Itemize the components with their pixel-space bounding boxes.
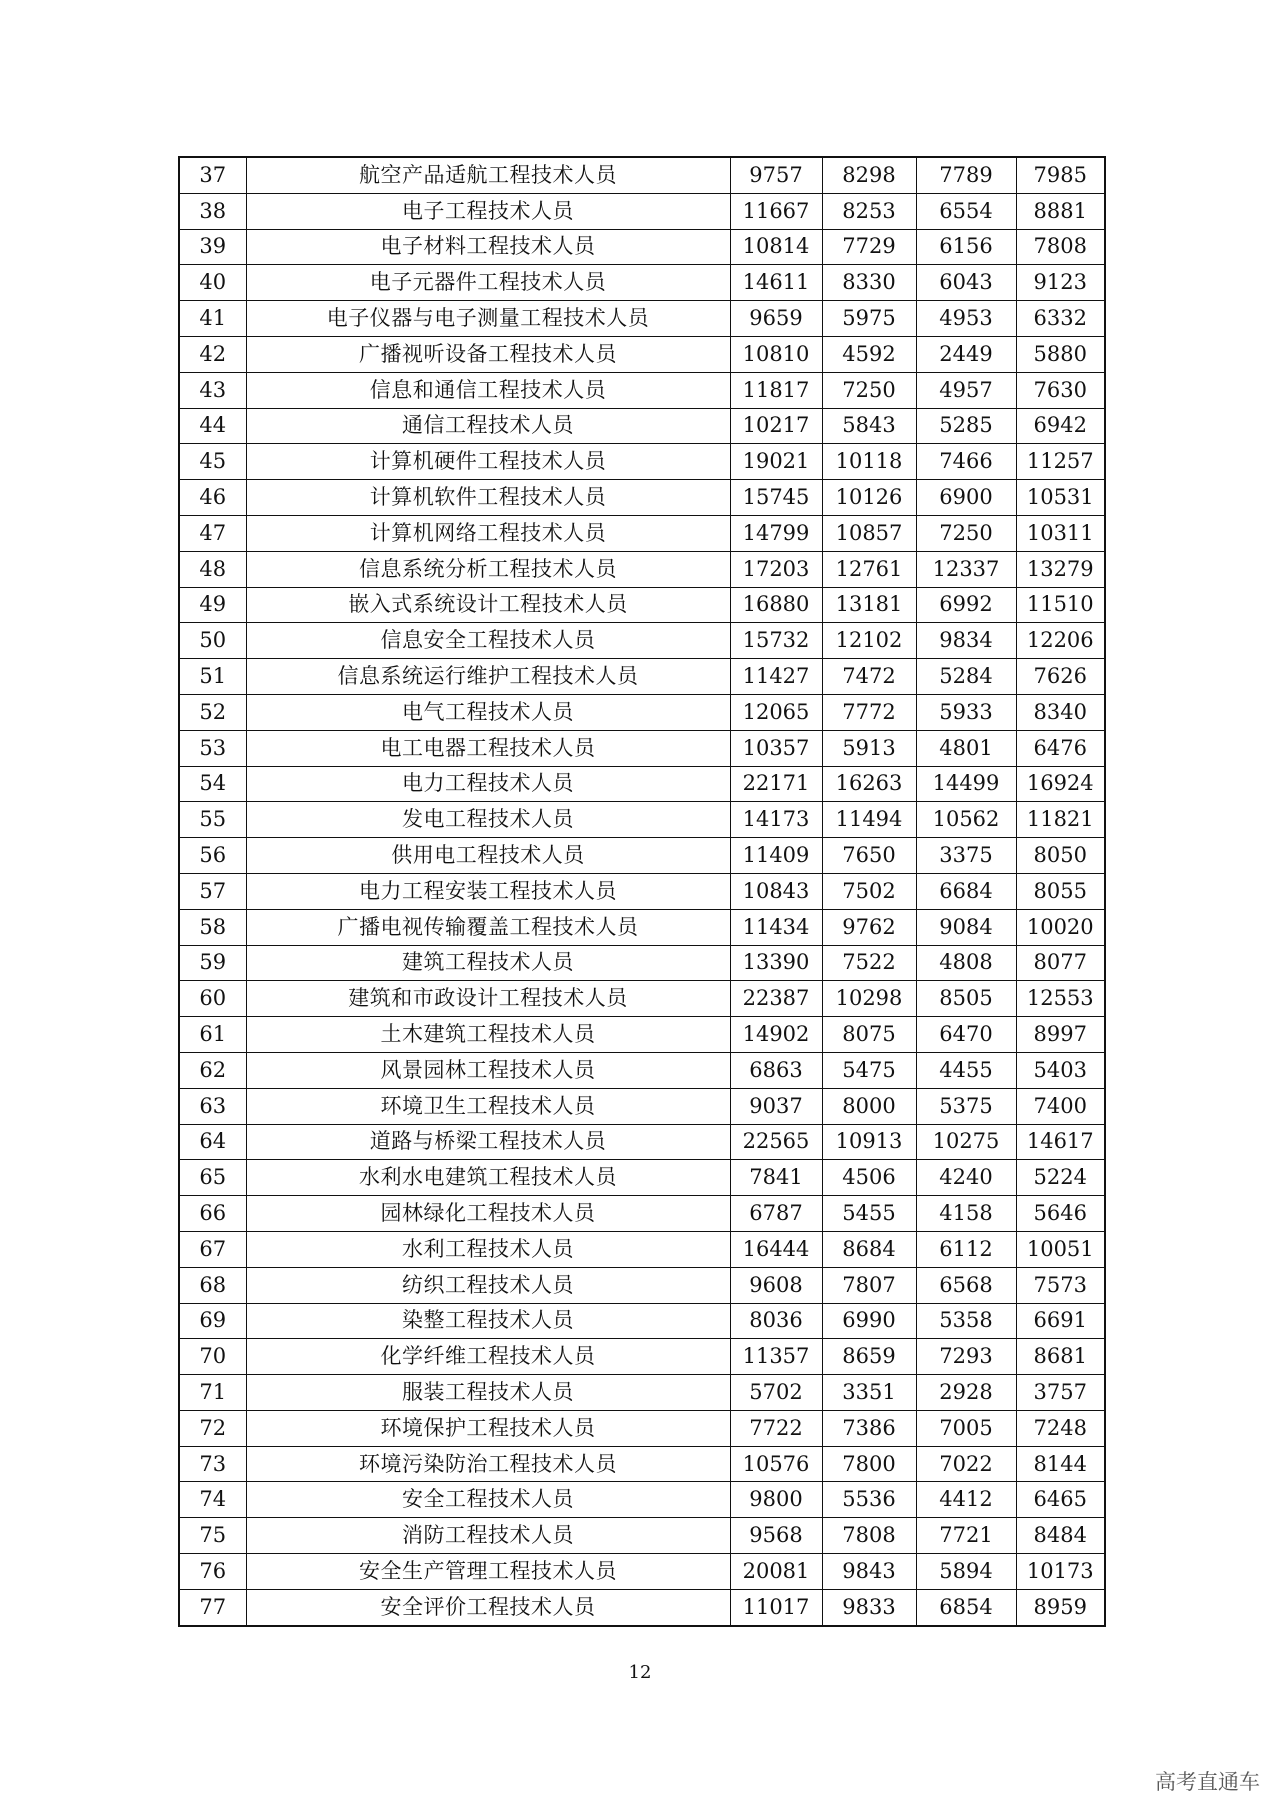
value-cell-1: 19021 xyxy=(730,444,822,480)
occupation-name-cell: 道路与桥梁工程技术人员 xyxy=(246,1124,730,1160)
value-cell-2: 7650 xyxy=(822,838,916,874)
value-cell-1: 14902 xyxy=(730,1017,822,1053)
occupation-name-cell: 信息系统运行维护工程技术人员 xyxy=(246,659,730,695)
value-cell-3: 4158 xyxy=(916,1196,1016,1232)
table-row xyxy=(179,1124,1105,1160)
occupation-name-cell: 嵌入式系统设计工程技术人员 xyxy=(246,587,730,623)
table-row xyxy=(179,1052,1105,1088)
value-cell-1: 10217 xyxy=(730,408,822,444)
value-cell-4: 8959 xyxy=(1016,1589,1105,1625)
value-cell-4: 6691 xyxy=(1016,1303,1105,1339)
table-row xyxy=(179,1375,1105,1411)
value-cell-4: 8055 xyxy=(1016,873,1105,909)
value-cell-3: 4957 xyxy=(916,372,1016,408)
value-cell-2: 10857 xyxy=(822,515,916,551)
value-cell-2: 8330 xyxy=(822,265,916,301)
value-cell-2: 5843 xyxy=(822,408,916,444)
occupation-name-cell: 电子工程技术人员 xyxy=(246,193,730,229)
value-cell-1: 8036 xyxy=(730,1303,822,1339)
table-row xyxy=(179,480,1105,516)
value-cell-1: 22565 xyxy=(730,1124,822,1160)
table-row xyxy=(179,372,1105,408)
row-number-cell: 65 xyxy=(179,1160,246,1196)
row-number-cell: 53 xyxy=(179,730,246,766)
value-cell-2: 7807 xyxy=(822,1267,916,1303)
value-cell-1: 6787 xyxy=(730,1196,822,1232)
occupation-name-cell: 化学纤维工程技术人员 xyxy=(246,1339,730,1375)
value-cell-2: 4506 xyxy=(822,1160,916,1196)
value-cell-2: 8298 xyxy=(822,157,916,193)
value-cell-3: 7250 xyxy=(916,515,1016,551)
value-cell-3: 4808 xyxy=(916,945,1016,981)
value-cell-3: 9084 xyxy=(916,909,1016,945)
value-cell-1: 10576 xyxy=(730,1446,822,1482)
value-cell-4: 9123 xyxy=(1016,265,1105,301)
value-cell-3: 5933 xyxy=(916,694,1016,730)
row-number-cell: 39 xyxy=(179,229,246,265)
occupation-name-cell: 信息安全工程技术人员 xyxy=(246,623,730,659)
watermark: 高考直通车 xyxy=(1155,1770,1260,1794)
value-cell-4: 5224 xyxy=(1016,1160,1105,1196)
row-number-cell: 43 xyxy=(179,372,246,408)
row-number-cell: 60 xyxy=(179,981,246,1017)
row-number-cell: 57 xyxy=(179,873,246,909)
row-number-cell: 49 xyxy=(179,587,246,623)
occupation-name-cell: 电力工程技术人员 xyxy=(246,766,730,802)
value-cell-4: 8997 xyxy=(1016,1017,1105,1053)
table-row xyxy=(179,659,1105,695)
row-number-cell: 44 xyxy=(179,408,246,444)
value-cell-1: 14611 xyxy=(730,265,822,301)
value-cell-2: 8684 xyxy=(822,1231,916,1267)
value-cell-3: 7005 xyxy=(916,1410,1016,1446)
value-cell-2: 10913 xyxy=(822,1124,916,1160)
value-cell-3: 12337 xyxy=(916,551,1016,587)
value-cell-1: 11434 xyxy=(730,909,822,945)
value-cell-1: 9659 xyxy=(730,301,822,337)
table-row xyxy=(179,1518,1105,1554)
value-cell-1: 15745 xyxy=(730,480,822,516)
value-cell-4: 11821 xyxy=(1016,802,1105,838)
row-number-cell: 56 xyxy=(179,838,246,874)
value-cell-2: 8253 xyxy=(822,193,916,229)
value-cell-4: 8144 xyxy=(1016,1446,1105,1482)
row-number-cell: 70 xyxy=(179,1339,246,1375)
value-cell-2: 7772 xyxy=(822,694,916,730)
row-number-cell: 50 xyxy=(179,623,246,659)
value-cell-4: 10531 xyxy=(1016,480,1105,516)
occupation-name-cell: 广播电视传输覆盖工程技术人员 xyxy=(246,909,730,945)
value-cell-1: 14173 xyxy=(730,802,822,838)
value-cell-1: 15732 xyxy=(730,623,822,659)
value-cell-3: 5284 xyxy=(916,659,1016,695)
value-cell-3: 4412 xyxy=(916,1482,1016,1518)
value-cell-2: 7522 xyxy=(822,945,916,981)
value-cell-1: 14799 xyxy=(730,515,822,551)
value-cell-4: 7626 xyxy=(1016,659,1105,695)
occupation-name-cell: 电子材料工程技术人员 xyxy=(246,229,730,265)
value-cell-3: 5894 xyxy=(916,1554,1016,1590)
table-row xyxy=(179,1589,1105,1625)
value-cell-3: 4801 xyxy=(916,730,1016,766)
value-cell-2: 7808 xyxy=(822,1518,916,1554)
value-cell-2: 11494 xyxy=(822,802,916,838)
value-cell-3: 3375 xyxy=(916,838,1016,874)
row-number-cell: 61 xyxy=(179,1017,246,1053)
row-number-cell: 48 xyxy=(179,551,246,587)
value-cell-4: 6942 xyxy=(1016,408,1105,444)
table-row xyxy=(179,444,1105,480)
table-row xyxy=(179,1482,1105,1518)
value-cell-4: 8681 xyxy=(1016,1339,1105,1375)
value-cell-3: 7293 xyxy=(916,1339,1016,1375)
value-cell-1: 5702 xyxy=(730,1375,822,1411)
value-cell-3: 6900 xyxy=(916,480,1016,516)
row-number-cell: 55 xyxy=(179,802,246,838)
value-cell-4: 12553 xyxy=(1016,981,1105,1017)
occupation-name-cell: 纺织工程技术人员 xyxy=(246,1267,730,1303)
value-cell-3: 6568 xyxy=(916,1267,1016,1303)
occupation-name-cell: 安全工程技术人员 xyxy=(246,1482,730,1518)
value-cell-1: 9037 xyxy=(730,1088,822,1124)
value-cell-2: 16263 xyxy=(822,766,916,802)
value-cell-3: 14499 xyxy=(916,766,1016,802)
row-number-cell: 37 xyxy=(179,157,246,193)
value-cell-1: 6863 xyxy=(730,1052,822,1088)
occupation-name-cell: 水利水电建筑工程技术人员 xyxy=(246,1160,730,1196)
value-cell-1: 10810 xyxy=(730,336,822,372)
value-cell-2: 12102 xyxy=(822,623,916,659)
occupation-name-cell: 广播视听设备工程技术人员 xyxy=(246,336,730,372)
salary-table xyxy=(178,156,1106,1627)
occupation-name-cell: 环境卫生工程技术人员 xyxy=(246,1088,730,1124)
value-cell-4: 6476 xyxy=(1016,730,1105,766)
row-number-cell: 42 xyxy=(179,336,246,372)
value-cell-3: 10562 xyxy=(916,802,1016,838)
table-row xyxy=(179,1554,1105,1590)
row-number-cell: 77 xyxy=(179,1589,246,1625)
row-number-cell: 72 xyxy=(179,1410,246,1446)
value-cell-4: 7808 xyxy=(1016,229,1105,265)
value-cell-4: 14617 xyxy=(1016,1124,1105,1160)
table-row xyxy=(179,408,1105,444)
table-row xyxy=(179,193,1105,229)
value-cell-2: 8000 xyxy=(822,1088,916,1124)
value-cell-2: 10118 xyxy=(822,444,916,480)
row-number-cell: 59 xyxy=(179,945,246,981)
value-cell-2: 10298 xyxy=(822,981,916,1017)
value-cell-3: 6470 xyxy=(916,1017,1016,1053)
value-cell-3: 6043 xyxy=(916,265,1016,301)
occupation-name-cell: 染整工程技术人员 xyxy=(246,1303,730,1339)
occupation-name-cell: 航空产品适航工程技术人员 xyxy=(246,157,730,193)
value-cell-4: 6465 xyxy=(1016,1482,1105,1518)
value-cell-2: 5475 xyxy=(822,1052,916,1088)
occupation-name-cell: 电工电器工程技术人员 xyxy=(246,730,730,766)
table-row xyxy=(179,301,1105,337)
value-cell-1: 20081 xyxy=(730,1554,822,1590)
value-cell-3: 7022 xyxy=(916,1446,1016,1482)
table-row xyxy=(179,1303,1105,1339)
value-cell-1: 11817 xyxy=(730,372,822,408)
occupation-name-cell: 信息系统分析工程技术人员 xyxy=(246,551,730,587)
table-row xyxy=(179,1446,1105,1482)
table-row xyxy=(179,551,1105,587)
table-row xyxy=(179,981,1105,1017)
row-number-cell: 41 xyxy=(179,301,246,337)
occupation-name-cell: 环境污染防治工程技术人员 xyxy=(246,1446,730,1482)
table-row xyxy=(179,873,1105,909)
value-cell-3: 10275 xyxy=(916,1124,1016,1160)
value-cell-2: 5975 xyxy=(822,301,916,337)
value-cell-4: 10051 xyxy=(1016,1231,1105,1267)
value-cell-1: 11357 xyxy=(730,1339,822,1375)
value-cell-1: 9568 xyxy=(730,1518,822,1554)
value-cell-3: 6112 xyxy=(916,1231,1016,1267)
value-cell-2: 7502 xyxy=(822,873,916,909)
row-number-cell: 40 xyxy=(179,265,246,301)
value-cell-4: 16924 xyxy=(1016,766,1105,802)
row-number-cell: 74 xyxy=(179,1482,246,1518)
table-row xyxy=(179,730,1105,766)
value-cell-2: 12761 xyxy=(822,551,916,587)
value-cell-1: 17203 xyxy=(730,551,822,587)
occupation-name-cell: 电力工程安装工程技术人员 xyxy=(246,873,730,909)
occupation-name-cell: 服装工程技术人员 xyxy=(246,1375,730,1411)
value-cell-2: 4592 xyxy=(822,336,916,372)
value-cell-3: 6684 xyxy=(916,873,1016,909)
table-row xyxy=(179,157,1105,193)
value-cell-2: 9843 xyxy=(822,1554,916,1590)
value-cell-4: 5880 xyxy=(1016,336,1105,372)
value-cell-4: 13279 xyxy=(1016,551,1105,587)
value-cell-4: 12206 xyxy=(1016,623,1105,659)
row-number-cell: 64 xyxy=(179,1124,246,1160)
value-cell-4: 8484 xyxy=(1016,1518,1105,1554)
table-row xyxy=(179,1088,1105,1124)
value-cell-4: 11510 xyxy=(1016,587,1105,623)
value-cell-4: 5403 xyxy=(1016,1052,1105,1088)
row-number-cell: 51 xyxy=(179,659,246,695)
value-cell-2: 9833 xyxy=(822,1589,916,1625)
table-row xyxy=(179,229,1105,265)
row-number-cell: 46 xyxy=(179,480,246,516)
occupation-name-cell: 环境保护工程技术人员 xyxy=(246,1410,730,1446)
row-number-cell: 69 xyxy=(179,1303,246,1339)
occupation-name-cell: 水利工程技术人员 xyxy=(246,1231,730,1267)
occupation-name-cell: 园林绿化工程技术人员 xyxy=(246,1196,730,1232)
occupation-name-cell: 信息和通信工程技术人员 xyxy=(246,372,730,408)
value-cell-2: 13181 xyxy=(822,587,916,623)
row-number-cell: 76 xyxy=(179,1554,246,1590)
value-cell-1: 12065 xyxy=(730,694,822,730)
row-number-cell: 47 xyxy=(179,515,246,551)
value-cell-2: 10126 xyxy=(822,480,916,516)
value-cell-2: 8075 xyxy=(822,1017,916,1053)
value-cell-2: 5913 xyxy=(822,730,916,766)
value-cell-3: 6854 xyxy=(916,1589,1016,1625)
table-row xyxy=(179,587,1105,623)
value-cell-4: 10173 xyxy=(1016,1554,1105,1590)
row-number-cell: 75 xyxy=(179,1518,246,1554)
occupation-name-cell: 电子仪器与电子测量工程技术人员 xyxy=(246,301,730,337)
value-cell-1: 10843 xyxy=(730,873,822,909)
row-number-cell: 62 xyxy=(179,1052,246,1088)
row-number-cell: 63 xyxy=(179,1088,246,1124)
row-number-cell: 73 xyxy=(179,1446,246,1482)
table-row xyxy=(179,1160,1105,1196)
value-cell-4: 6332 xyxy=(1016,301,1105,337)
value-cell-3: 4240 xyxy=(916,1160,1016,1196)
value-cell-4: 7400 xyxy=(1016,1088,1105,1124)
row-number-cell: 66 xyxy=(179,1196,246,1232)
value-cell-2: 9762 xyxy=(822,909,916,945)
table-row xyxy=(179,1017,1105,1053)
table-row xyxy=(179,336,1105,372)
occupation-name-cell: 消防工程技术人员 xyxy=(246,1518,730,1554)
value-cell-3: 6156 xyxy=(916,229,1016,265)
value-cell-4: 7573 xyxy=(1016,1267,1105,1303)
occupation-name-cell: 计算机网络工程技术人员 xyxy=(246,515,730,551)
value-cell-3: 6554 xyxy=(916,193,1016,229)
value-cell-4: 8077 xyxy=(1016,945,1105,981)
value-cell-3: 7789 xyxy=(916,157,1016,193)
value-cell-3: 4953 xyxy=(916,301,1016,337)
table-row xyxy=(179,515,1105,551)
row-number-cell: 58 xyxy=(179,909,246,945)
table-row xyxy=(179,265,1105,301)
value-cell-4: 8050 xyxy=(1016,838,1105,874)
occupation-name-cell: 风景园林工程技术人员 xyxy=(246,1052,730,1088)
value-cell-4: 5646 xyxy=(1016,1196,1105,1232)
value-cell-4: 3757 xyxy=(1016,1375,1105,1411)
row-number-cell: 45 xyxy=(179,444,246,480)
table-row xyxy=(179,1339,1105,1375)
value-cell-1: 9608 xyxy=(730,1267,822,1303)
value-cell-2: 7472 xyxy=(822,659,916,695)
occupation-name-cell: 供用电工程技术人员 xyxy=(246,838,730,874)
value-cell-1: 22171 xyxy=(730,766,822,802)
value-cell-1: 11409 xyxy=(730,838,822,874)
occupation-name-cell: 安全生产管理工程技术人员 xyxy=(246,1554,730,1590)
row-number-cell: 68 xyxy=(179,1267,246,1303)
table-row xyxy=(179,802,1105,838)
value-cell-3: 5285 xyxy=(916,408,1016,444)
value-cell-3: 9834 xyxy=(916,623,1016,659)
occupation-name-cell: 电子元器件工程技术人员 xyxy=(246,265,730,301)
value-cell-3: 7466 xyxy=(916,444,1016,480)
value-cell-1: 7722 xyxy=(730,1410,822,1446)
value-cell-4: 7985 xyxy=(1016,157,1105,193)
value-cell-4: 10020 xyxy=(1016,909,1105,945)
value-cell-3: 4455 xyxy=(916,1052,1016,1088)
value-cell-3: 2928 xyxy=(916,1375,1016,1411)
value-cell-1: 11427 xyxy=(730,659,822,695)
value-cell-2: 3351 xyxy=(822,1375,916,1411)
value-cell-3: 5358 xyxy=(916,1303,1016,1339)
row-number-cell: 71 xyxy=(179,1375,246,1411)
page-number: 12 xyxy=(628,1662,652,1683)
table-row xyxy=(179,1267,1105,1303)
table-row xyxy=(179,945,1105,981)
value-cell-4: 10311 xyxy=(1016,515,1105,551)
row-number-cell: 52 xyxy=(179,694,246,730)
value-cell-1: 16444 xyxy=(730,1231,822,1267)
value-cell-4: 11257 xyxy=(1016,444,1105,480)
value-cell-4: 8881 xyxy=(1016,193,1105,229)
value-cell-1: 16880 xyxy=(730,587,822,623)
value-cell-4: 8340 xyxy=(1016,694,1105,730)
table-row xyxy=(179,838,1105,874)
value-cell-1: 11667 xyxy=(730,193,822,229)
table-row xyxy=(179,623,1105,659)
value-cell-3: 8505 xyxy=(916,981,1016,1017)
value-cell-1: 9800 xyxy=(730,1482,822,1518)
table-body xyxy=(179,157,1105,1626)
table-row xyxy=(179,766,1105,802)
table-row xyxy=(179,909,1105,945)
occupation-name-cell: 计算机硬件工程技术人员 xyxy=(246,444,730,480)
row-number-cell: 38 xyxy=(179,193,246,229)
table-row xyxy=(179,1410,1105,1446)
value-cell-3: 7721 xyxy=(916,1518,1016,1554)
value-cell-3: 6992 xyxy=(916,587,1016,623)
value-cell-3: 5375 xyxy=(916,1088,1016,1124)
table-row xyxy=(179,694,1105,730)
value-cell-2: 7386 xyxy=(822,1410,916,1446)
row-number-cell: 67 xyxy=(179,1231,246,1267)
value-cell-2: 8659 xyxy=(822,1339,916,1375)
occupation-name-cell: 建筑工程技术人员 xyxy=(246,945,730,981)
value-cell-2: 5455 xyxy=(822,1196,916,1232)
value-cell-2: 6990 xyxy=(822,1303,916,1339)
value-cell-1: 10357 xyxy=(730,730,822,766)
value-cell-4: 7248 xyxy=(1016,1410,1105,1446)
occupation-name-cell: 安全评价工程技术人员 xyxy=(246,1589,730,1625)
value-cell-1: 13390 xyxy=(730,945,822,981)
occupation-name-cell: 电气工程技术人员 xyxy=(246,694,730,730)
value-cell-1: 11017 xyxy=(730,1589,822,1625)
value-cell-1: 9757 xyxy=(730,157,822,193)
occupation-name-cell: 建筑和市政设计工程技术人员 xyxy=(246,981,730,1017)
occupation-name-cell: 发电工程技术人员 xyxy=(246,802,730,838)
row-number-cell: 54 xyxy=(179,766,246,802)
value-cell-4: 7630 xyxy=(1016,372,1105,408)
table-row xyxy=(179,1231,1105,1267)
value-cell-2: 7729 xyxy=(822,229,916,265)
occupation-name-cell: 土木建筑工程技术人员 xyxy=(246,1017,730,1053)
value-cell-1: 22387 xyxy=(730,981,822,1017)
occupation-name-cell: 通信工程技术人员 xyxy=(246,408,730,444)
value-cell-1: 7841 xyxy=(730,1160,822,1196)
table-row xyxy=(179,1196,1105,1232)
value-cell-3: 2449 xyxy=(916,336,1016,372)
value-cell-2: 7250 xyxy=(822,372,916,408)
value-cell-2: 5536 xyxy=(822,1482,916,1518)
value-cell-1: 10814 xyxy=(730,229,822,265)
occupation-name-cell: 计算机软件工程技术人员 xyxy=(246,480,730,516)
value-cell-2: 7800 xyxy=(822,1446,916,1482)
